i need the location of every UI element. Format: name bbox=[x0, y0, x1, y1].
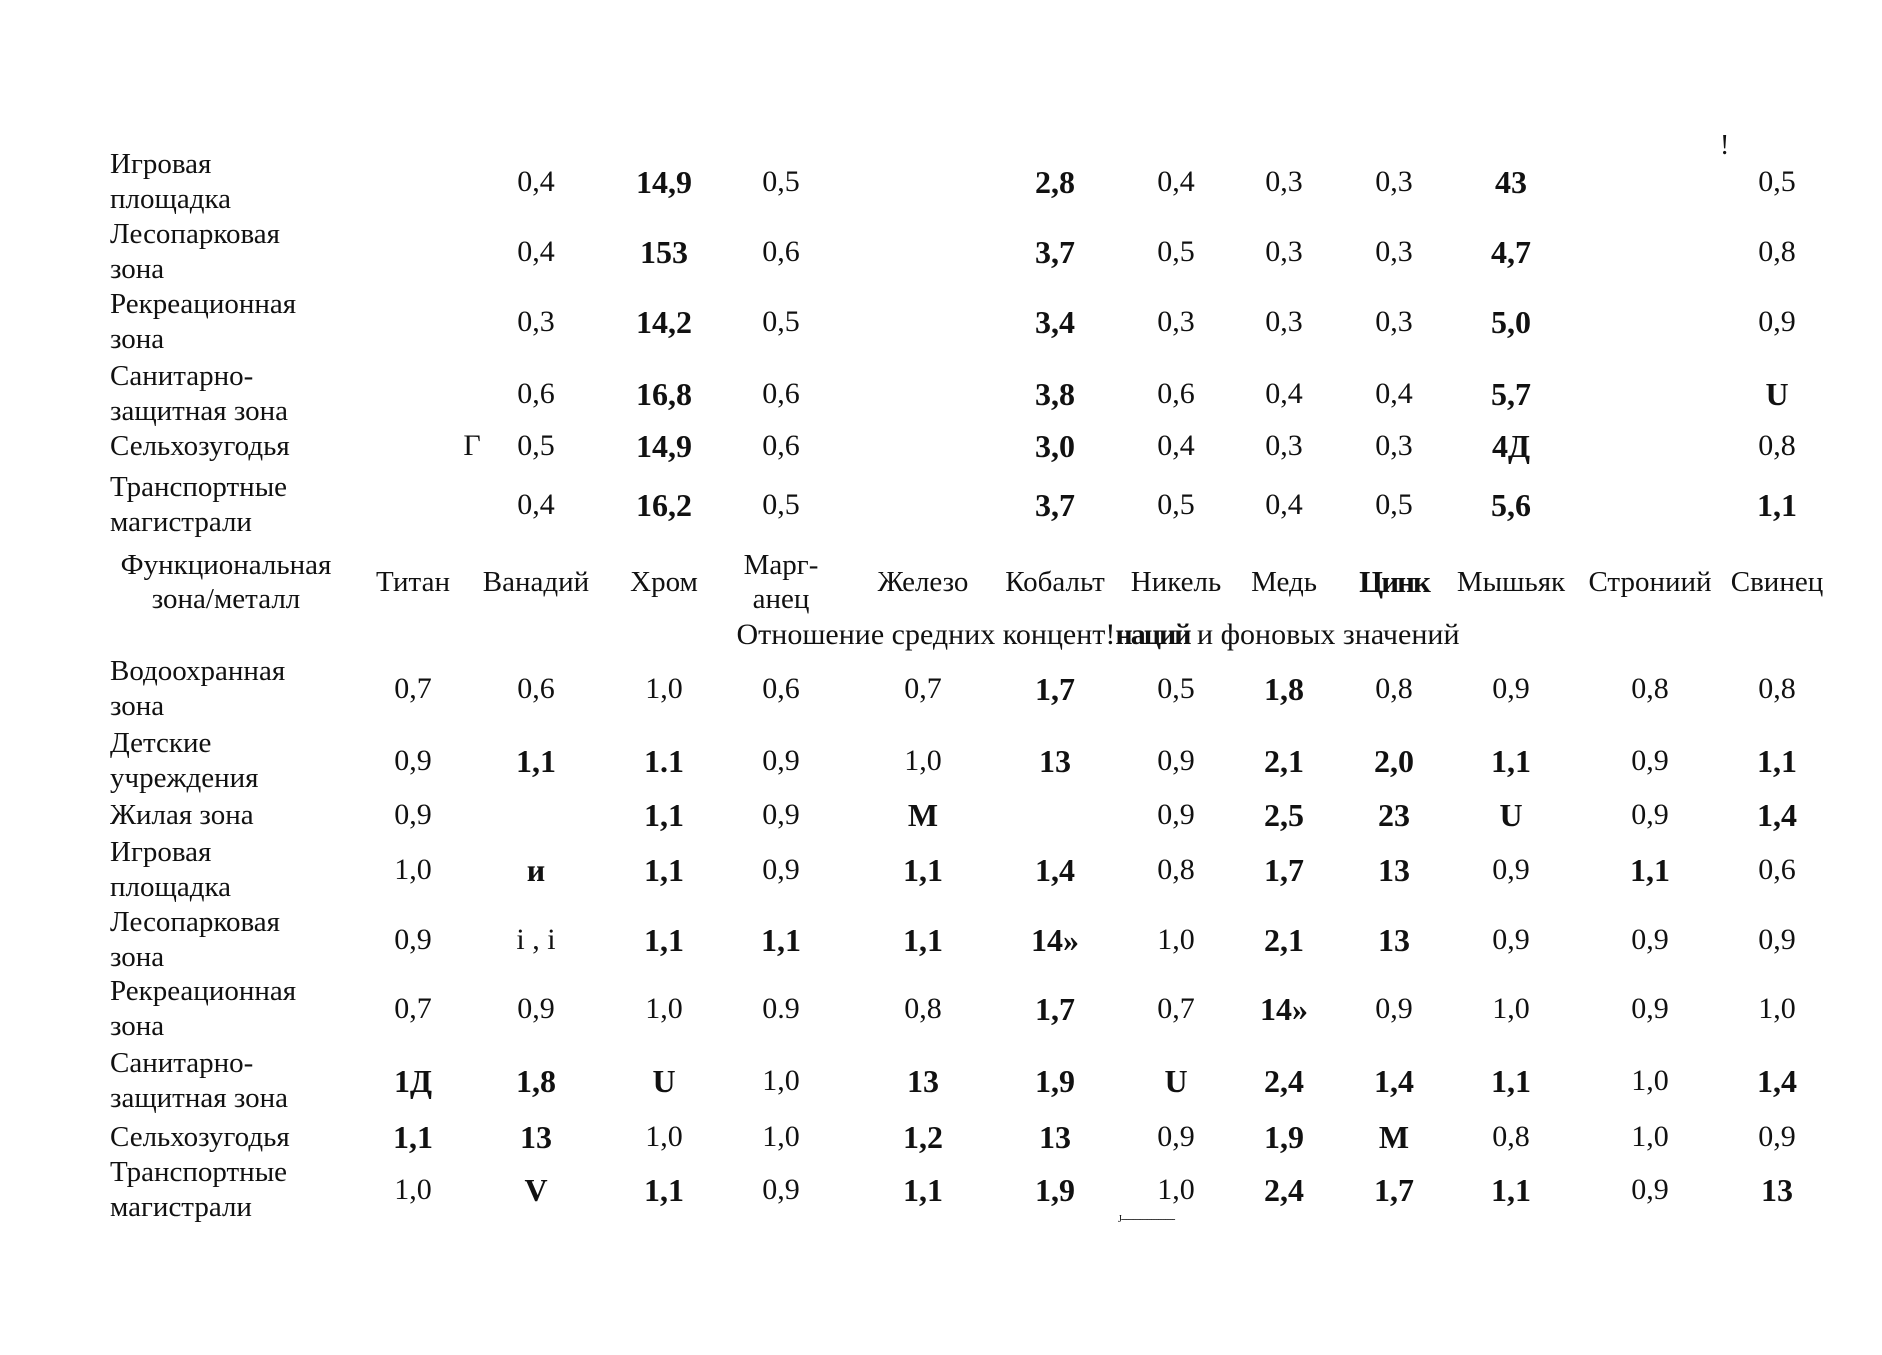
zone-label-line: Санитарно- bbox=[110, 1047, 254, 1079]
bottom_block-value-cell: 0,8 bbox=[904, 992, 942, 1025]
header-metal bbox=[744, 548, 819, 616]
bottom_block-value-cell: 0,9 bbox=[1758, 923, 1796, 956]
bottom_block-value-cell: 2,1 bbox=[1264, 922, 1304, 958]
bottom_block-value-cell: 1,4 bbox=[1757, 1063, 1797, 1099]
bottom_block-value-cell: 13 bbox=[1039, 1119, 1071, 1155]
top_block-value-cell: 0,5 bbox=[1157, 235, 1195, 268]
top_block-value-cell: 0,3 bbox=[1375, 165, 1413, 198]
top_block-value-cell: 0,6 bbox=[762, 429, 800, 462]
top_block-value-cell: 3,4 bbox=[1035, 304, 1075, 340]
zone-label-line: Сельхозугодья bbox=[110, 429, 290, 462]
bottom_block-value-cell: 1,0 bbox=[762, 1064, 800, 1097]
bottom_block-value-cell: 1,8 bbox=[516, 1063, 556, 1099]
bottom_block-value-cell: 0,8 bbox=[1492, 1120, 1530, 1153]
bottom_block-value-cell: 1,4 bbox=[1035, 852, 1075, 888]
top_block-value-cell: 0,5 bbox=[1758, 165, 1796, 198]
top_block-value-cell: 0,5 bbox=[762, 488, 800, 521]
top_block-value-cell: 0,5 bbox=[517, 429, 555, 462]
header-zone-label bbox=[121, 548, 332, 616]
top_block-value-cell: 5,7 bbox=[1491, 376, 1531, 412]
header-metal bbox=[1131, 565, 1221, 599]
header-metal-line: Ванадий bbox=[482, 566, 590, 598]
bottom_block-value-cell: 0,9 bbox=[1157, 798, 1195, 831]
top_block-value-cell: 0,9 bbox=[1758, 305, 1796, 338]
zone-label-line: площадка bbox=[110, 183, 231, 215]
bottom_block-value-cell: M bbox=[907, 797, 939, 833]
bottom_block-value-cell: 1,9 bbox=[1035, 1063, 1075, 1099]
top_block-value-cell: 3,8 bbox=[1035, 376, 1075, 412]
top_block-value-cell: 0,4 bbox=[1157, 165, 1195, 198]
bottom_block-value-cell: 14» bbox=[1260, 991, 1308, 1027]
bottom_block-value-cell: 2,1 bbox=[1264, 743, 1304, 779]
bottom_block-value-cell: 1,1 bbox=[644, 797, 684, 833]
header-metal-line: Мышьяк bbox=[1456, 566, 1566, 598]
top_block-zone-label bbox=[110, 470, 287, 540]
top_block-value-cell: 14,9 bbox=[636, 164, 692, 200]
top_block-value-cell: 2,8 bbox=[1035, 164, 1075, 200]
bottom_block-value-cell: 1,1 bbox=[903, 852, 943, 888]
bottom_block-value-cell: 0,9 bbox=[762, 798, 800, 831]
header-metal bbox=[1005, 565, 1105, 599]
bottom_block-value-cell: 1,1 bbox=[761, 922, 801, 958]
bottom_block-value-cell: 0,7 bbox=[394, 992, 432, 1025]
top_block-value-cell: 16,2 bbox=[636, 487, 692, 523]
bottom_block-value-cell: 13 bbox=[907, 1063, 939, 1099]
zone-label-line: защитная зона bbox=[110, 1082, 289, 1114]
header-metal-line: анец bbox=[752, 583, 810, 615]
bottom_block-value-cell: 1,0 bbox=[1157, 923, 1195, 956]
top_block-value-cell: 5,6 bbox=[1491, 487, 1531, 523]
bottom_block-value-cell: 1,0 bbox=[645, 672, 683, 705]
zone-label-line: зона bbox=[110, 1010, 165, 1042]
bottom_block-value-cell: 0,9 bbox=[1375, 992, 1413, 1025]
top_block-value-cell: 153 bbox=[640, 234, 688, 270]
header-metal-line: Цинк bbox=[1359, 564, 1429, 599]
bottom_block-value-cell: 1.1 bbox=[644, 743, 684, 779]
bottom_block-zone-label bbox=[110, 654, 285, 724]
bottom_block-value-cell: 0,9 bbox=[1631, 1173, 1669, 1206]
bottom_block-value-cell: 1Д bbox=[393, 1063, 433, 1099]
bottom_block-value-cell: 1,1 bbox=[1491, 1172, 1531, 1208]
top_block-value-cell: 14,9 bbox=[636, 428, 692, 464]
bottom_block-value-cell: 13 bbox=[1761, 1172, 1793, 1208]
header-metal-line: Свинец bbox=[1730, 566, 1824, 598]
header-metal-line: Хром bbox=[630, 566, 698, 598]
bottom_block-value-cell: 0,5 bbox=[1157, 672, 1195, 705]
bottom_block-value-cell: 0,9 bbox=[1157, 1120, 1195, 1153]
bottom_block-value-cell: U bbox=[652, 1063, 676, 1099]
caption-part: и фоновых значений bbox=[1189, 618, 1460, 651]
bottom_block-value-cell: 1,9 bbox=[1035, 1172, 1075, 1208]
top_block-value-cell: 0,3 bbox=[1375, 429, 1413, 462]
bottom_block-value-cell: 0,6 bbox=[1758, 853, 1796, 886]
bottom_block-value-cell: 0,9 bbox=[1758, 1120, 1796, 1153]
bottom_block-value-cell: 0,9 bbox=[1492, 853, 1530, 886]
top_block-value-cell: 0,3 bbox=[1375, 305, 1413, 338]
bottom_block-value-cell: 0,9 bbox=[1492, 672, 1530, 705]
top_block-value-cell: 0,3 bbox=[1265, 305, 1303, 338]
bottom_block-zone-label bbox=[110, 726, 259, 796]
top_block-value-cell: 0,4 bbox=[1265, 488, 1303, 521]
bottom_block-value-cell: 1,1 bbox=[644, 922, 684, 958]
bottom_block-value-cell: и bbox=[526, 852, 546, 888]
zone-label-line: Рекреационная bbox=[110, 288, 297, 320]
header-metal bbox=[1731, 565, 1823, 599]
footer-mark: J----------------------- bbox=[1118, 1214, 1175, 1225]
bottom_block-value-cell: 1,1 bbox=[393, 1119, 433, 1155]
bottom_block-value-cell: U bbox=[1499, 797, 1523, 833]
top_block-value-cell: 16,8 bbox=[636, 376, 692, 412]
top_block-zone-label bbox=[110, 359, 288, 429]
top_block-value-cell: 0,3 bbox=[517, 305, 555, 338]
top_block-value-cell: 0,4 bbox=[517, 488, 555, 521]
top_block-value-cell: 3,0 bbox=[1035, 428, 1075, 464]
top_block-value-cell: 43 bbox=[1495, 164, 1527, 200]
top_block-value-cell: 0,6 bbox=[762, 377, 800, 410]
bottom_block-value-cell: 1,0 bbox=[1631, 1064, 1669, 1097]
bottom_block-zone-label bbox=[110, 835, 231, 905]
bottom_block-value-cell: 0,7 bbox=[904, 672, 942, 705]
bottom_block-value-cell: 1,1 bbox=[1491, 1063, 1531, 1099]
zone-label-line: Сельхозугодья bbox=[110, 1120, 290, 1153]
top_block-value-cell: 0,8 bbox=[1758, 235, 1796, 268]
zone-label-line: Игровая bbox=[110, 836, 212, 868]
top_block-value-cell: 0,3 bbox=[1157, 305, 1195, 338]
header-metal-line: Строниий bbox=[1588, 566, 1712, 598]
top_block-value-cell: Г bbox=[463, 429, 481, 462]
bottom_block-value-cell: 1,7 bbox=[1035, 671, 1075, 707]
top_block-value-cell: 0,4 bbox=[1375, 377, 1413, 410]
bottom_block-value-cell: V bbox=[524, 1172, 548, 1208]
header-metal bbox=[630, 565, 698, 599]
bottom_block-value-cell: 1,1 bbox=[903, 1172, 943, 1208]
bottom_block-value-cell: 0,9 bbox=[1631, 923, 1669, 956]
bottom_block-value-cell: 0,9 bbox=[762, 853, 800, 886]
bottom_block-value-cell: 1,0 bbox=[645, 992, 683, 1025]
zone-label-line: магистрали bbox=[110, 1191, 252, 1223]
header-metal bbox=[1457, 565, 1565, 599]
top_block-zone-label bbox=[110, 147, 231, 217]
bottom_block-value-cell: 0,9 bbox=[762, 744, 800, 777]
top_block-value-cell: 0,3 bbox=[1265, 429, 1303, 462]
bottom_block-value-cell: 1,1 bbox=[644, 1172, 684, 1208]
top_block-value-cell: 4,7 bbox=[1491, 234, 1531, 270]
bottom_block-value-cell: 0,9 bbox=[1157, 744, 1195, 777]
bottom_block-value-cell: 0,9 bbox=[762, 1173, 800, 1206]
bottom_block-value-cell: 2,4 bbox=[1264, 1172, 1304, 1208]
header-zone-label-line: Функциональная bbox=[120, 549, 332, 581]
header-metal bbox=[878, 565, 969, 599]
header-zone-label-line: зона/металл bbox=[151, 583, 301, 615]
bottom_block-value-cell: 1,0 bbox=[1631, 1120, 1669, 1153]
bottom_block-value-cell: 0,9 bbox=[1631, 992, 1669, 1025]
bottom_block-value-cell: 1,7 bbox=[1035, 991, 1075, 1027]
bottom_block-value-cell: 2,5 bbox=[1264, 797, 1304, 833]
bottom_block-value-cell: 13 bbox=[1378, 852, 1410, 888]
bottom_block-value-cell: 1,1 bbox=[1630, 852, 1670, 888]
top_block-value-cell: 0,8 bbox=[1758, 429, 1796, 462]
top_block-value-cell: 0,4 bbox=[517, 165, 555, 198]
top_block-value-cell: 0,3 bbox=[1265, 235, 1303, 268]
header-metal-line: Железо bbox=[877, 566, 969, 598]
zone-label-line: магистрали bbox=[110, 506, 252, 538]
top_block-value-cell: 0,4 bbox=[517, 235, 555, 268]
header-metal bbox=[1359, 565, 1429, 599]
bottom_block-value-cell: 0,8 bbox=[1758, 672, 1796, 705]
bottom_block-value-cell: 14» bbox=[1031, 922, 1079, 958]
header-metal bbox=[376, 565, 450, 599]
header-metal bbox=[1588, 565, 1711, 599]
header-metal-line: Кобальт bbox=[1005, 566, 1105, 598]
zone-label-line: зона bbox=[110, 690, 165, 722]
header-metal bbox=[483, 565, 589, 599]
top_block-zone-label bbox=[110, 429, 290, 464]
top_block-value-cell: 0,3 bbox=[1375, 235, 1413, 268]
zone-label-line: Транспортные bbox=[110, 1156, 288, 1188]
bottom_block-value-cell: 1,0 bbox=[394, 1173, 432, 1206]
top_block-value-cell: 0,5 bbox=[762, 305, 800, 338]
bottom_block-value-cell: 1,0 bbox=[1492, 992, 1530, 1025]
zone-label-line: Жилая зона bbox=[110, 798, 254, 831]
header-metal-line: Титан bbox=[376, 566, 450, 598]
bottom_block-value-cell: i , i bbox=[516, 923, 556, 956]
bottom_block-value-cell: 23 bbox=[1378, 797, 1410, 833]
bottom_block-value-cell: 2,0 bbox=[1374, 743, 1414, 779]
zone-label-line: Рекреационная bbox=[110, 975, 297, 1007]
bottom_block-value-cell: 1,2 bbox=[903, 1119, 943, 1155]
bottom_block-value-cell: 0,7 bbox=[394, 672, 432, 705]
bottom_block-value-cell: 1,0 bbox=[904, 744, 942, 777]
bottom_block-value-cell: 2,4 bbox=[1264, 1063, 1304, 1099]
top_block-zone-label bbox=[110, 217, 280, 287]
bottom_block-value-cell: 0,8 bbox=[1631, 672, 1669, 705]
bottom_block-value-cell: 1,4 bbox=[1757, 797, 1797, 833]
bottom_block-value-cell: U bbox=[1164, 1063, 1188, 1099]
header-metal-line: Никель bbox=[1130, 566, 1222, 598]
top_block-value-cell: 0,3 bbox=[1265, 165, 1303, 198]
zone-label-line: Лесопарковая bbox=[110, 906, 280, 938]
bottom_block-value-cell: 1,0 bbox=[645, 1120, 683, 1153]
bottom_block-value-cell: 1,1 bbox=[644, 852, 684, 888]
bottom_block-value-cell: 1,4 bbox=[1374, 1063, 1414, 1099]
top_block-value-cell: 0,6 bbox=[1157, 377, 1195, 410]
bottom_block-value-cell: 0,9 bbox=[517, 992, 555, 1025]
top_block-value-cell: 0,5 bbox=[1157, 488, 1195, 521]
zone-label-line: учреждения bbox=[110, 762, 259, 794]
bottom_block-value-cell: 0,7 bbox=[1157, 992, 1195, 1025]
bottom_block-value-cell: 1,0 bbox=[1157, 1173, 1195, 1206]
bottom_block-value-cell: 0,6 bbox=[517, 672, 555, 705]
bottom_block-value-cell: 0,9 bbox=[394, 798, 432, 831]
header-metal-line: Медь bbox=[1251, 566, 1317, 598]
zone-label-line: Детские bbox=[110, 727, 212, 759]
stray-mark: ! bbox=[1720, 130, 1730, 161]
bottom_block-value-cell: 1,9 bbox=[1264, 1119, 1304, 1155]
caption-part: Отношение средних концент! bbox=[736, 618, 1116, 651]
bottom_block-value-cell: 1,0 bbox=[1758, 992, 1796, 1025]
table-caption bbox=[736, 618, 1459, 652]
top_block-value-cell: 0,4 bbox=[1265, 377, 1303, 410]
bottom_block-value-cell: 0,9 bbox=[394, 744, 432, 777]
zone-label-line: зона bbox=[110, 941, 165, 973]
bottom_block-zone-label bbox=[110, 1046, 288, 1116]
bottom_block-value-cell: 0,9 bbox=[394, 923, 432, 956]
bottom_block-value-cell: M bbox=[1378, 1119, 1410, 1155]
top_block-value-cell: 0,6 bbox=[517, 377, 555, 410]
top_block-value-cell: 14,2 bbox=[636, 304, 692, 340]
bottom_block-value-cell: 1,8 bbox=[1264, 671, 1304, 707]
bottom_block-zone-label bbox=[110, 974, 296, 1044]
bottom_block-value-cell: 13 bbox=[520, 1119, 552, 1155]
bottom_block-value-cell: 0,9 bbox=[1492, 923, 1530, 956]
bottom_block-zone-label bbox=[110, 905, 280, 975]
top_block-value-cell: 4Д bbox=[1491, 428, 1531, 464]
top_block-zone-label bbox=[110, 287, 296, 357]
bottom_block-value-cell: 0.9 bbox=[762, 992, 800, 1025]
zone-label-line: Санитарно- bbox=[110, 360, 254, 392]
bottom_block-zone-label bbox=[110, 1120, 290, 1155]
bottom_block-value-cell: 0,8 bbox=[1157, 853, 1195, 886]
bottom_block-value-cell: 1,0 bbox=[394, 853, 432, 886]
zone-label-line: Лесопарковая bbox=[110, 218, 280, 250]
bottom_block-value-cell: 1,1 bbox=[516, 743, 556, 779]
bottom_block-value-cell: 1,1 bbox=[903, 922, 943, 958]
bottom_block-zone-label bbox=[110, 1155, 287, 1225]
bottom_block-value-cell: 0,6 bbox=[762, 672, 800, 705]
top_block-value-cell: 5,0 bbox=[1491, 304, 1531, 340]
bottom_block-value-cell: 1,1 bbox=[1757, 743, 1797, 779]
bottom_block-value-cell: 0,9 bbox=[1631, 798, 1669, 831]
zone-label-line: Водоохранная bbox=[110, 655, 286, 687]
zone-label-line: зона bbox=[110, 253, 165, 285]
bottom_block-value-cell: 0,8 bbox=[1375, 672, 1413, 705]
bottom_block-zone-label bbox=[110, 798, 254, 833]
bottom_block-value-cell: 1,7 bbox=[1264, 852, 1304, 888]
zone-label-line: Игровая bbox=[110, 148, 212, 180]
bottom_block-value-cell: 13 bbox=[1039, 743, 1071, 779]
top_block-value-cell: 0,4 bbox=[1157, 429, 1195, 462]
zone-label-line: защитная зона bbox=[110, 395, 289, 427]
header-metal-line: Марг- bbox=[743, 549, 819, 581]
bottom_block-value-cell: 13 bbox=[1378, 922, 1410, 958]
header-metal bbox=[1251, 565, 1317, 599]
top_block-value-cell: 3,7 bbox=[1035, 234, 1075, 270]
bottom_block-value-cell: 1,1 bbox=[1491, 743, 1531, 779]
bottom_block-value-cell: 0,9 bbox=[1631, 744, 1669, 777]
top_block-value-cell: 3,7 bbox=[1035, 487, 1075, 523]
zone-label-line: зона bbox=[110, 323, 165, 355]
top_block-value-cell: 0,6 bbox=[762, 235, 800, 268]
top_block-value-cell: 0,5 bbox=[1375, 488, 1413, 521]
bottom_block-value-cell: 1,0 bbox=[762, 1120, 800, 1153]
top_block-value-cell: U bbox=[1765, 376, 1789, 412]
top_block-value-cell: 1,1 bbox=[1757, 487, 1797, 523]
top_block-value-cell: 0,5 bbox=[762, 165, 800, 198]
zone-label-line: площадка bbox=[110, 871, 231, 903]
caption-part: наций bbox=[1115, 618, 1190, 651]
bottom_block-value-cell: 1,7 bbox=[1374, 1172, 1414, 1208]
zone-label-line: Транспортные bbox=[110, 471, 288, 503]
